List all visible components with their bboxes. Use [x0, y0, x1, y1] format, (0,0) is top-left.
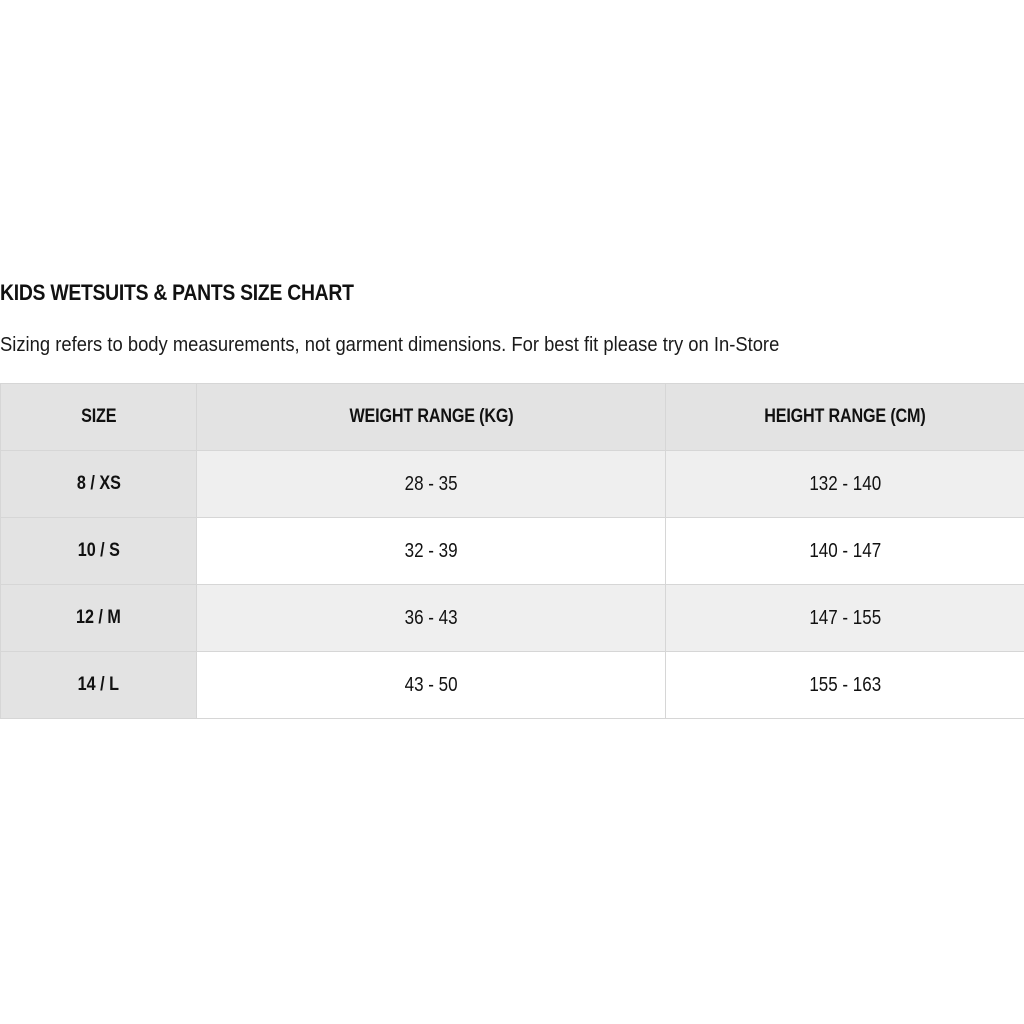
- height-value: 147 - 155: [809, 606, 882, 629]
- column-header-height: [666, 384, 1024, 451]
- table-row: [1, 652, 1024, 719]
- height-cell: [666, 451, 1024, 518]
- column-header-weight-label: WEIGHT RANGE (KG): [349, 406, 513, 427]
- size-cell: [1, 652, 197, 719]
- size-table: [0, 383, 1024, 719]
- table-row: [1, 585, 1024, 652]
- size-cell: [1, 518, 197, 585]
- height-cell: [666, 518, 1024, 585]
- chart-subtitle: Sizing refers to body measurements, not garment dimensions. For best fit please try on In-Store: [0, 334, 780, 356]
- size-chart: [0, 278, 1024, 696]
- height-value: 155 - 163: [809, 673, 882, 696]
- height-value: 132 - 140: [809, 472, 882, 495]
- size-value: 14 / L: [77, 674, 120, 695]
- table-row: [1, 518, 1024, 585]
- height-value: 140 - 147: [809, 539, 882, 562]
- weight-value: 28 - 35: [404, 472, 458, 495]
- weight-value: 36 - 43: [404, 606, 458, 629]
- weight-cell: [197, 518, 666, 585]
- weight-value: 43 - 50: [404, 673, 458, 696]
- height-cell: [666, 585, 1024, 652]
- column-header-size: [1, 384, 197, 451]
- chart-title: KIDS WETSUITS & PANTS SIZE CHART: [0, 280, 354, 305]
- size-value: 12 / M: [76, 607, 121, 628]
- table-header-row: [1, 384, 1024, 451]
- size-cell: [1, 451, 197, 518]
- height-cell: [666, 652, 1024, 719]
- column-header-height-label: HEIGHT RANGE (CM): [764, 406, 926, 427]
- size-cell: [1, 585, 197, 652]
- column-header-weight: [197, 384, 666, 451]
- column-header-size-label: SIZE: [80, 406, 117, 427]
- weight-cell: [197, 585, 666, 652]
- weight-cell: [197, 451, 666, 518]
- weight-cell: [197, 652, 666, 719]
- size-value: 8 / XS: [76, 473, 121, 494]
- weight-value: 32 - 39: [404, 539, 458, 562]
- table-row: [1, 451, 1024, 518]
- size-value: 10 / S: [77, 540, 120, 561]
